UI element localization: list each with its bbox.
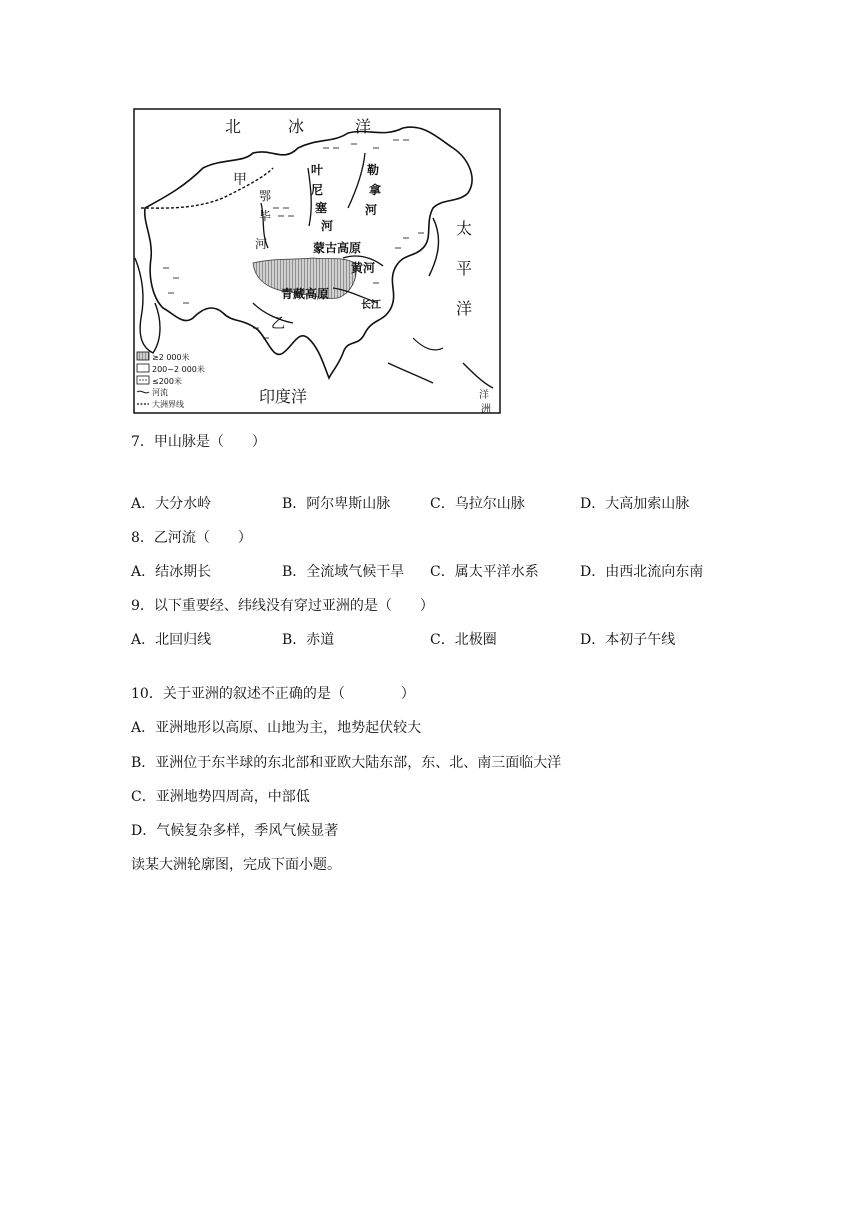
- label-yenisei-1: 叶: [311, 163, 324, 177]
- label-arctic-2: 冰: [288, 117, 305, 136]
- question-8-option-b[interactable]: B．全流域气候干旱: [282, 564, 405, 580]
- question-8-option-c[interactable]: C．属太平洋水系: [430, 564, 539, 580]
- question-7-options: [131, 494, 771, 514]
- label-indian-ocean: 印度洋: [259, 387, 308, 406]
- question-8-option-a[interactable]: A．结冰期长: [131, 564, 212, 580]
- label-yellow-river: 黄河: [351, 261, 376, 275]
- label-ob-2: 毕: [259, 209, 272, 223]
- label-pacific-1: 太: [456, 219, 473, 238]
- question-8-option-d[interactable]: D．由西北流向东南: [580, 564, 704, 580]
- question-7-option-d[interactable]: D．大高加索山脉: [580, 496, 690, 512]
- question-9-option-d[interactable]: D．本初子午线: [580, 632, 676, 648]
- legend-boundary: 大洲界线: [152, 400, 184, 409]
- question-10-option-c[interactable]: C．亚洲地势四周高，中部低: [131, 789, 310, 805]
- label-jia: 甲: [233, 172, 247, 188]
- next-section-instruction: 读某大洲轮廓图，完成下面小题。: [131, 857, 341, 873]
- label-qinghai-tibet: 青藏高原: [281, 287, 330, 301]
- label-mongolia-plateau: 蒙古高原: [313, 241, 362, 255]
- question-9-option-b[interactable]: B．赤道: [282, 632, 335, 648]
- question-8-stem: 8．乙河流（ ）: [131, 530, 252, 546]
- label-lena-1: 勒: [367, 163, 380, 177]
- legend-swatch-high: [137, 352, 149, 360]
- question-10-stem: 10．关于亚洲的叙述不正确的是（ ）: [131, 686, 415, 702]
- label-yenisei-3: 塞: [315, 201, 328, 215]
- label-ob-3: 河: [255, 237, 268, 251]
- label-ocean-right-2: 洲: [481, 404, 491, 414]
- legend-river: 河流: [152, 388, 168, 397]
- legend-mid: 200~2 000米: [152, 365, 205, 374]
- question-9-stem: 9．以下重要经、纬线没有穿过亚洲的是（ ）: [131, 598, 434, 614]
- legend-swatch-mid: [137, 364, 149, 372]
- question-8-options: [131, 562, 771, 582]
- question-7-option-b[interactable]: B．阿尔卑斯山脉: [282, 496, 391, 512]
- label-lena-3: 河: [365, 203, 378, 217]
- legend-high: ≥2 000米: [152, 353, 190, 362]
- label-yi: 乙: [271, 316, 285, 332]
- label-arctic-3: 洋: [355, 117, 372, 136]
- question-7-option-a[interactable]: A．大分水岭: [131, 496, 212, 512]
- label-ob-1: 鄂: [259, 189, 272, 203]
- label-pacific-2: 平: [456, 259, 473, 278]
- question-9-option-a[interactable]: A．北回归线: [131, 632, 212, 648]
- label-yenisei-2: 尼: [311, 183, 324, 197]
- label-yangtze: 长江: [361, 300, 381, 311]
- label-lena-2: 拿: [369, 183, 382, 197]
- question-10-option-d[interactable]: D．气候复杂多样，季风气候显著: [131, 823, 339, 839]
- question-10-option-b[interactable]: B．亚洲位于东半球的东北部和亚欧大陆东部，东、北、南三面临大洋: [131, 755, 562, 771]
- asia-map: [133, 108, 501, 414]
- question-9-options: [131, 630, 771, 650]
- question-7-stem: 7．甲山脉是（ ）: [131, 434, 266, 450]
- label-yenisei-4: 河: [321, 219, 334, 233]
- question-7-option-c[interactable]: C．乌拉尔山脉: [430, 496, 525, 512]
- asia-map-figure: [133, 108, 501, 414]
- label-pacific-3: 洋: [456, 299, 473, 318]
- label-ocean-right-1: 洋: [479, 390, 489, 401]
- question-10-option-a[interactable]: A．亚洲地形以高原、山地为主，地势起伏较大: [131, 720, 422, 736]
- question-9-option-c[interactable]: C．北极圈: [430, 632, 497, 648]
- legend-low: ≤200米: [152, 377, 182, 386]
- label-arctic-1: 北: [225, 117, 242, 136]
